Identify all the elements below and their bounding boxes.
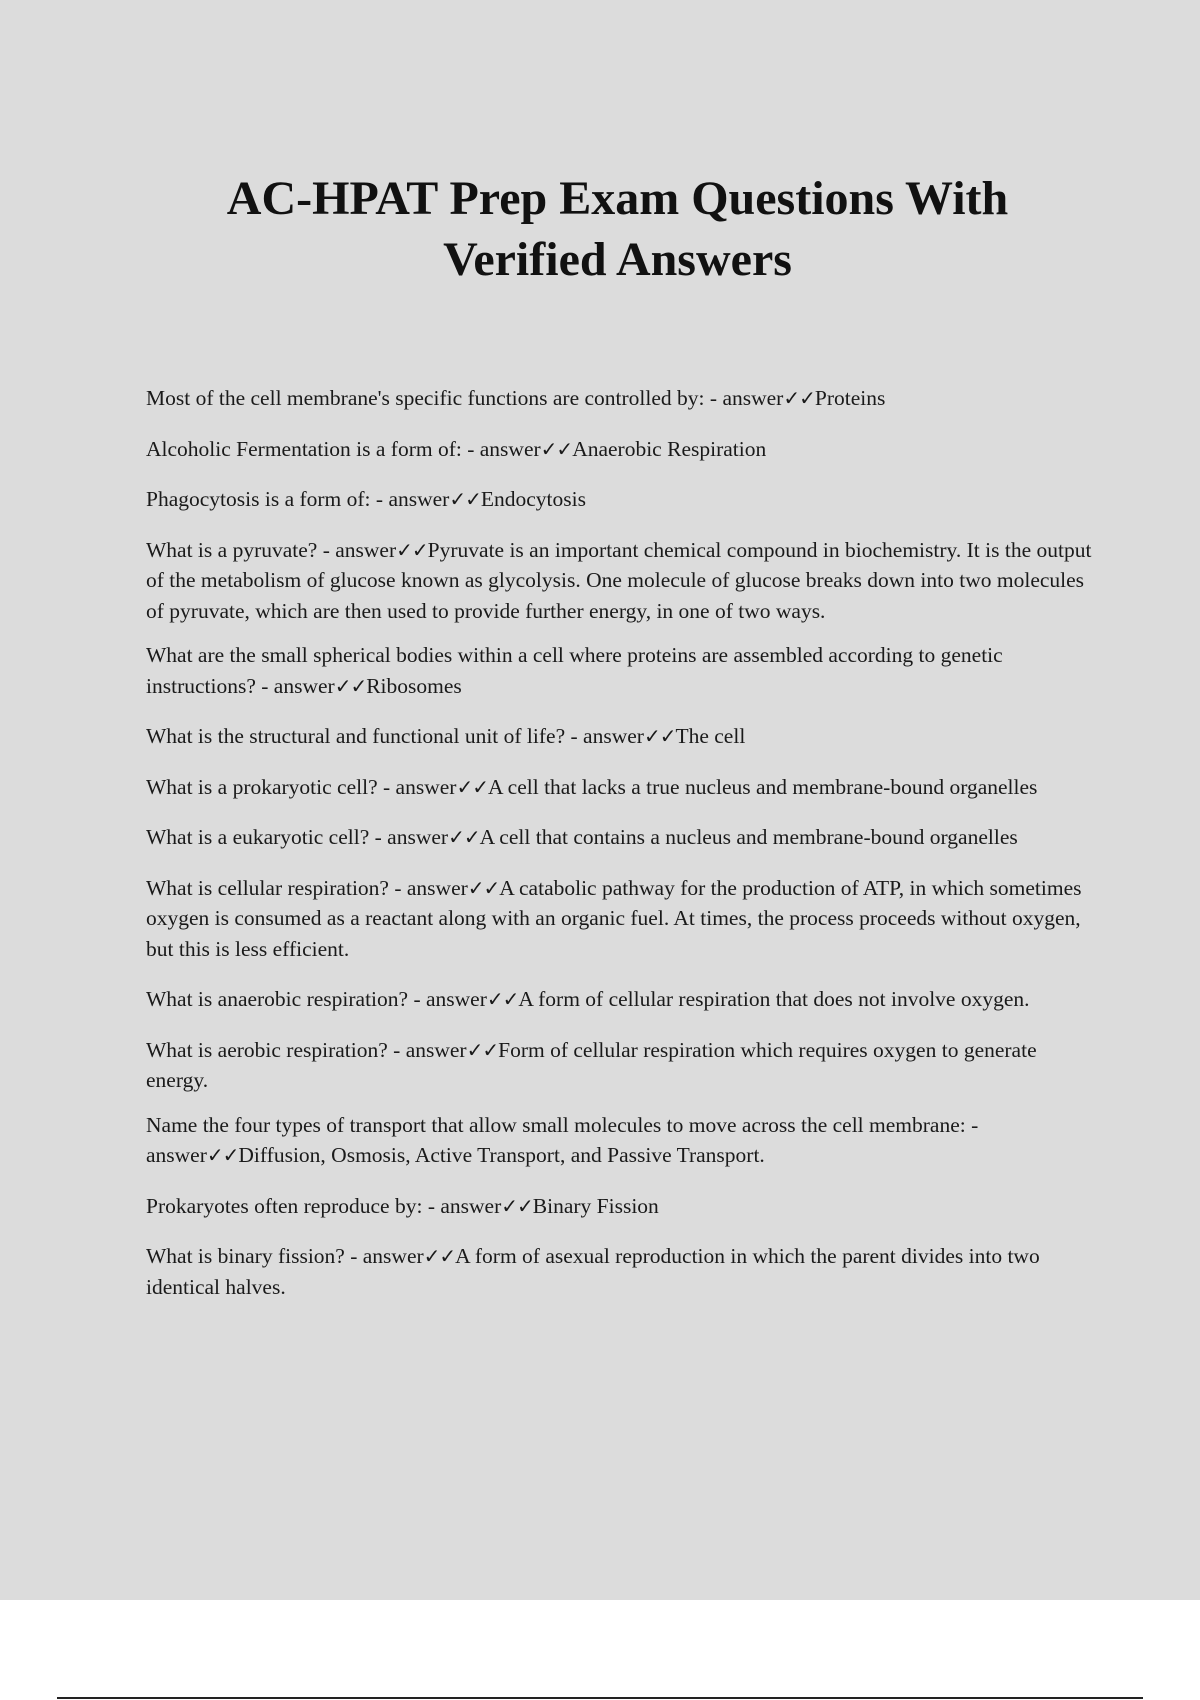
qa-item	[146, 434, 1092, 465]
question-text: What is aerobic respiration?	[146, 1037, 388, 1062]
answer-text: Endocytosis	[480, 487, 586, 511]
page-title: AC-HPAT Prep Exam Questions With Verified Answers	[226, 172, 1009, 286]
question-text: Name the four types of transport that allow small molecules to move across the cell membrane:	[146, 1112, 966, 1137]
double-check-icon: ✓✓	[466, 1037, 499, 1062]
answer-text: Diffusion, Osmosis, Active Transport, and Passive Transport.	[238, 1143, 765, 1167]
answer-text: A form of asexual reproduction in which the parent divides into two identical halves.	[146, 1244, 1040, 1299]
double-check-icon: ✓✓	[456, 774, 488, 799]
answer-text: Form of cellular respiration which requires oxygen to generate energy.	[146, 1037, 1037, 1092]
double-check-icon: ✓✓	[423, 1244, 456, 1268]
qa-list	[146, 383, 1092, 1322]
qa-item	[146, 772, 1092, 803]
answer-text: The cell	[675, 724, 746, 748]
answer-separator: - answer	[255, 673, 335, 698]
answer-separator: - answer	[377, 774, 457, 799]
qa-item	[146, 1110, 1092, 1171]
answer-text: Binary Fission	[532, 1193, 659, 1218]
answer-text: Proteins	[814, 386, 886, 410]
question-text: What is the structural and functional unit of life?	[146, 724, 566, 748]
answer-text: Anaerobic Respiration	[572, 436, 767, 461]
question-text: Phagocytosis is a form of:	[146, 487, 371, 511]
question-text: Prokaryotes often reproduce by:	[146, 1193, 423, 1218]
question-text: What is anaerobic respiration?	[146, 987, 409, 1011]
double-check-icon: ✓✓	[448, 825, 480, 849]
qa-item	[146, 984, 1092, 1015]
answer-separator: - answer	[344, 1244, 424, 1268]
qa-item	[146, 873, 1092, 965]
answer-text: A cell that contains a nucleus and membrane-bound organelles	[479, 825, 1018, 849]
question-text: Most of the cell membrane's specific functions are controlled by:	[146, 386, 705, 410]
question-text: What is a eukaryotic cell?	[146, 825, 370, 849]
double-check-icon: ✓✓	[540, 436, 573, 461]
qa-item	[146, 1191, 1092, 1222]
double-check-icon: ✓✓	[501, 1193, 533, 1218]
answer-separator: - answer	[408, 987, 487, 1011]
question-text: What is binary fission?	[146, 1244, 345, 1268]
question-text: Alcoholic Fermentation is a form of:	[146, 436, 462, 461]
answer-separator: - answer	[388, 875, 468, 900]
double-check-icon: ✓✓	[486, 987, 519, 1011]
answer-separator: - answer	[369, 825, 449, 849]
qa-item	[146, 640, 1092, 701]
double-check-icon: ✓✓	[643, 724, 676, 748]
qa-item	[146, 822, 1092, 853]
question-text: What is a prokaryotic cell?	[146, 774, 378, 799]
double-check-icon: ✓✓	[783, 386, 815, 410]
double-check-icon: ✓✓	[334, 673, 367, 698]
double-check-icon: ✓✓	[467, 875, 500, 900]
answer-text: A catabolic pathway for the production of ATP, in which sometimes oxygen is consumed as a reactant along with an organic fuel. At times, the process proceeds without oxygen, but this is less efficient.	[146, 875, 1082, 961]
answer-separator: - answer	[422, 1193, 502, 1218]
question-text: What is a pyruvate?	[146, 537, 318, 562]
qa-item	[146, 721, 1092, 752]
qa-item	[146, 535, 1092, 627]
answer-separator: - answer	[565, 724, 644, 748]
question-text: What is cellular respiration?	[146, 875, 389, 900]
answer-text: A cell that lacks a true nucleus and membrane-bound organelles	[487, 774, 1038, 799]
qa-item	[146, 484, 1092, 515]
answer-separator: - answer	[146, 1112, 979, 1167]
answer-separator: - answer	[461, 436, 541, 461]
double-check-icon: ✓✓	[396, 537, 428, 562]
answer-text: Pyruvate is an important chemical compound in biochemistry. It is the output of the metabolism of glucose known as glycolysis. One molecule of glucose breaks down into two molecules of pyruvate, which are then used to provide further energy, in one of two ways.	[146, 537, 1092, 623]
answer-separator: - answer	[370, 487, 450, 511]
qa-item	[146, 383, 1092, 414]
double-check-icon: ✓✓	[449, 487, 481, 511]
answer-text: A form of cellular respiration that does not involve oxygen.	[518, 987, 1030, 1011]
footer-divider	[57, 1697, 1143, 1699]
double-check-icon: ✓✓	[206, 1143, 239, 1167]
qa-item	[146, 1035, 1092, 1096]
answer-separator: - answer	[704, 386, 784, 410]
answer-separator: - answer	[317, 537, 397, 562]
qa-item	[146, 1241, 1092, 1302]
answer-text: Ribosomes	[366, 673, 462, 698]
answer-separator: - answer	[387, 1037, 467, 1062]
question-text: What are the small spherical bodies within a cell where proteins are assembled according to genetic instructions?	[146, 643, 1003, 698]
